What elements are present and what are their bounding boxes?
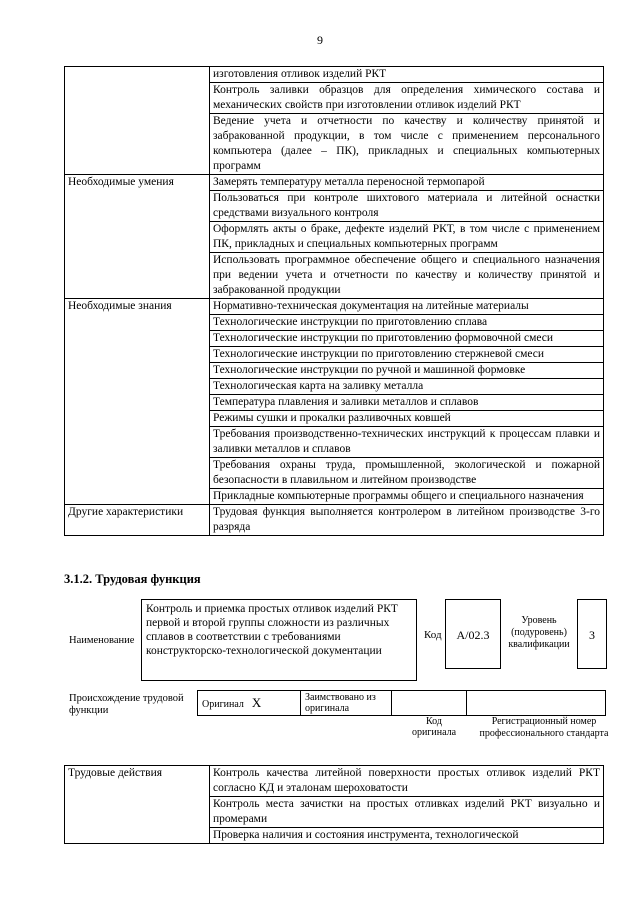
page-number: 9 <box>317 33 323 47</box>
origin-reg-caption: Регистрационный номер профессионального стандарта <box>479 716 609 739</box>
original-label: Оригинал <box>202 698 244 710</box>
row-text: Ведение учета и отчетности по качеству и количеству принятой и забракованной продукции, в том числе с применением персонального компьютера (далее – ПК), прикладных и специальных компьютерных программ <box>210 114 604 175</box>
row-text: Температура плавления и заливки металлов и сплавов <box>210 395 604 411</box>
row-text: Технологические инструкции по ручной и машинной формовке <box>210 363 604 379</box>
origin-original-cell <box>198 691 301 716</box>
row-text: Требования охраны труда, промышленной, экологической и пожарной безопасности в плавильном и литейном производстве <box>210 458 604 489</box>
requirements-table <box>64 66 604 536</box>
borrowed-label: Заимствовано из оригинала <box>301 691 392 716</box>
code-label: Код <box>424 629 442 641</box>
row-text: Проверка наличия и состояния инструмента, технологической <box>210 828 604 844</box>
qualification-level-label: Уровень (подуровень) квалификации <box>508 615 570 650</box>
table-row <box>65 505 604 536</box>
origin-code-cell <box>392 691 467 716</box>
row-label <box>65 67 210 175</box>
table-row <box>65 67 604 83</box>
section-title: 3.1.2. Трудовая функция <box>64 572 201 586</box>
origin-reg-cell <box>467 691 606 716</box>
origin-code-caption: Код оригинала <box>411 716 457 738</box>
row-label: Необходимые знания <box>65 299 210 505</box>
row-text: Пользоваться при контроле шихтового материала и литейной оснастки средствами визуального контроля <box>210 191 604 222</box>
origin-label: Происхождение трудовой функции <box>69 693 184 716</box>
row-text: Трудовая функция выполняется контролером в литейном производстве 3-го разряда <box>210 505 604 536</box>
row-text: Контроль места зачистки на простых отливках изделий РКТ визуально и промерами <box>210 797 604 828</box>
row-text: Требования производственно-технических инструкций к процессам плавки и заливки металлов и сплавов <box>210 427 604 458</box>
row-text: Технологические инструкции по приготовлению формовочной смеси <box>210 331 604 347</box>
row-text: Технологические инструкции по приготовлению сплава <box>210 315 604 331</box>
page-bottom-edge <box>0 895 640 905</box>
row-text: Режимы сушки и прокалки разливочных ковшей <box>210 411 604 427</box>
table-row <box>65 299 604 315</box>
row-text: изготовления отливок изделий РКТ <box>210 67 604 83</box>
function-name: Контроль и приемка простых отливок изделий РКТ первой и второй группы сложности из различных сплавов в соответствии с требованиями конструкторско-технологической документации <box>141 599 417 681</box>
table-row <box>65 175 604 191</box>
qualification-level: 3 <box>577 599 607 669</box>
row-label: Трудовые действия <box>65 766 210 844</box>
row-text: Прикладные компьютерные программы общего и специального назначения <box>210 489 604 505</box>
row-label: Другие характеристики <box>65 505 210 536</box>
name-label: Наименование <box>69 635 135 646</box>
row-text: Нормативно-техническая документация на литейные материалы <box>210 299 604 315</box>
row-text: Контроль качества литейной поверхности простых отливок изделий РКТ согласно КД и эталонам шероховатости <box>210 766 604 797</box>
row-label: Необходимые умения <box>65 175 210 299</box>
labor-actions-table <box>64 765 604 844</box>
row-text: Контроль заливки образцов для определения химического состава и механических свойств при изготовлении отливок изделий РКТ <box>210 83 604 114</box>
row-text: Технологические инструкции по приготовлению стержневой смеси <box>210 347 604 363</box>
row-text: Оформлять акты о браке, дефекте изделий РКТ, в том числе с применением ПК, прикладных и специальных компьютерных программ <box>210 222 604 253</box>
row-text: Использовать программное обеспечение общего и специального назначения при ведении учета и отчетности по качеству и количеству принятой и забракованной продукции <box>210 253 604 299</box>
function-code: А/02.3 <box>445 599 501 669</box>
original-mark: X <box>251 694 262 710</box>
row-text: Технологическая карта на заливку металла <box>210 379 604 395</box>
row-text: Замерять температуру металла переносной термопарой <box>210 175 604 191</box>
origin-table <box>197 690 606 716</box>
table-row <box>65 766 604 797</box>
